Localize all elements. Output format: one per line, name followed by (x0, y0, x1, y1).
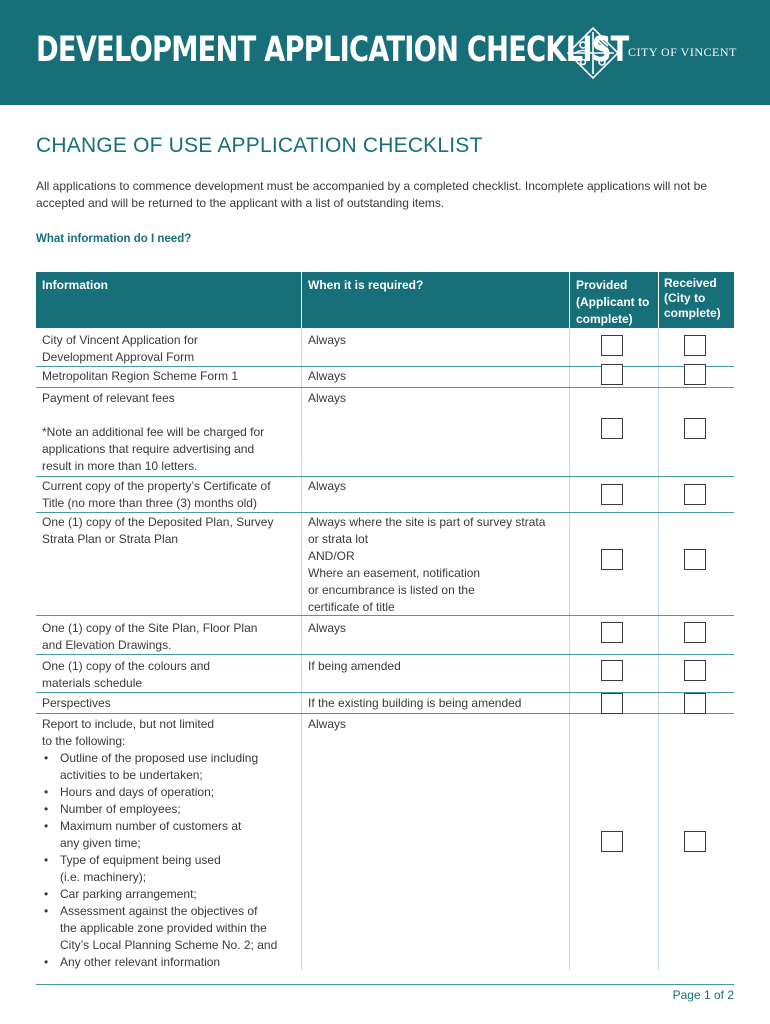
row-when-required: Always (308, 479, 347, 493)
row-information: City of Vincent Application for Development Approval Form (42, 333, 198, 364)
row-information: Payment of relevant fees *Note an additional fee will be charged for applications that require advertising and result in more than 10 letters. (42, 391, 265, 473)
row-information: Perspectives (42, 696, 111, 710)
row-information: Report to include, but not limited to the following: • Outline of the proposed use including activities to be undertaken; • Hours and days of operation; • Number of employees; • Maximum number of customers at any given time; • Type of equipment being used (i.e. machinery); • Car parking arrangement; • Assessment against the objectives of the applicable zone provided within the City’s Local Planning Scheme No. 2; and • Any other relevant information (42, 716, 300, 971)
header-received: Received (City to complete) (664, 276, 721, 320)
table-row (36, 616, 734, 655)
received-checkbox[interactable] (684, 364, 706, 385)
table-row (36, 693, 734, 714)
header-provided: Provided (Applicant to complete) (576, 278, 650, 326)
table-row (36, 655, 734, 693)
table-row (36, 714, 734, 970)
list-item: • Assessment against the objectives of the applicable zone provided within the City’s Local Planning Scheme No. 2; and (42, 903, 300, 954)
row-when-required: Always (308, 717, 347, 731)
list-item: • Any other relevant information (42, 954, 300, 971)
received-checkbox[interactable] (684, 831, 706, 852)
provided-checkbox[interactable] (601, 549, 623, 570)
header-when: When it is required? (308, 278, 424, 292)
provided-checkbox[interactable] (601, 693, 623, 714)
banner-title: DEVELOPMENT APPLICATION CHECKLIST (36, 30, 629, 70)
row-when-required: If being amended (308, 659, 401, 673)
row-when-required: If the existing building is being amended (308, 696, 522, 710)
list-item: • Car parking arrangement; (42, 886, 300, 903)
received-checkbox[interactable] (684, 335, 706, 356)
provided-checkbox[interactable] (601, 660, 623, 681)
row-information: One (1) copy of the Site Plan, Floor Plan and Elevation Drawings. (42, 621, 258, 652)
row-information: Metropolitan Region Scheme Form 1 (42, 369, 239, 383)
row-when-required: Always (308, 391, 347, 405)
received-checkbox[interactable] (684, 484, 706, 505)
row-when-required: Always (308, 333, 347, 347)
provided-checkbox[interactable] (601, 622, 623, 643)
row-when-required: Always (308, 369, 347, 383)
provided-checkbox[interactable] (601, 831, 623, 852)
logo-text: CITY OF VINCENT (628, 45, 737, 59)
report-requirements-list (42, 750, 300, 971)
received-checkbox[interactable] (684, 418, 706, 439)
list-item: • Number of employees; (42, 801, 300, 818)
table-row (36, 388, 734, 477)
list-item: • Outline of the proposed use including activities to be undertaken; (42, 750, 300, 784)
intro-paragraph: All applications to commence development must be accompanied by a completed checklist. Incomplete applications will not be accepted and will be returned to the applicant with a list of outstanding items. (36, 179, 708, 210)
table-row (36, 328, 734, 367)
row-information: Current copy of the property’s Certificate of Title (no more than three (3) months old) (42, 479, 271, 510)
received-checkbox[interactable] (684, 622, 706, 643)
row-information: One (1) copy of the colours and materials schedule (42, 659, 211, 690)
list-item: • Maximum number of customers at any given time; (42, 818, 300, 852)
city-crest-logo-icon (566, 26, 620, 80)
table-header (36, 272, 734, 328)
header-information: Information (42, 278, 108, 292)
section-subheading: What information do I need? (36, 233, 192, 245)
provided-checkbox[interactable] (601, 335, 623, 356)
page-title: CHANGE OF USE APPLICATION CHECKLIST (36, 134, 483, 157)
received-checkbox[interactable] (684, 660, 706, 681)
row-information: One (1) copy of the Deposited Plan, Survey Strata Plan or Strata Plan (42, 515, 274, 546)
footer-divider (36, 984, 734, 985)
received-checkbox[interactable] (684, 549, 706, 570)
provided-checkbox[interactable] (601, 418, 623, 439)
page-number: Page 1 of 2 (672, 988, 734, 1002)
header-banner (0, 0, 770, 105)
received-checkbox[interactable] (684, 693, 706, 714)
list-item: • Hours and days of operation; (42, 784, 300, 801)
list-item: • Type of equipment being used (i.e. machinery); (42, 852, 300, 886)
provided-checkbox[interactable] (601, 364, 623, 385)
table-row (36, 513, 734, 616)
table-row (36, 367, 734, 388)
table-row (36, 477, 734, 513)
provided-checkbox[interactable] (601, 484, 623, 505)
row-when-required: Always (308, 621, 347, 635)
checklist-table (36, 272, 734, 970)
row-when-required: Always where the site is part of survey strata or strata lot AND/OR Where an easement, notification or encumbrance is listed on the certificate of title (308, 515, 546, 614)
